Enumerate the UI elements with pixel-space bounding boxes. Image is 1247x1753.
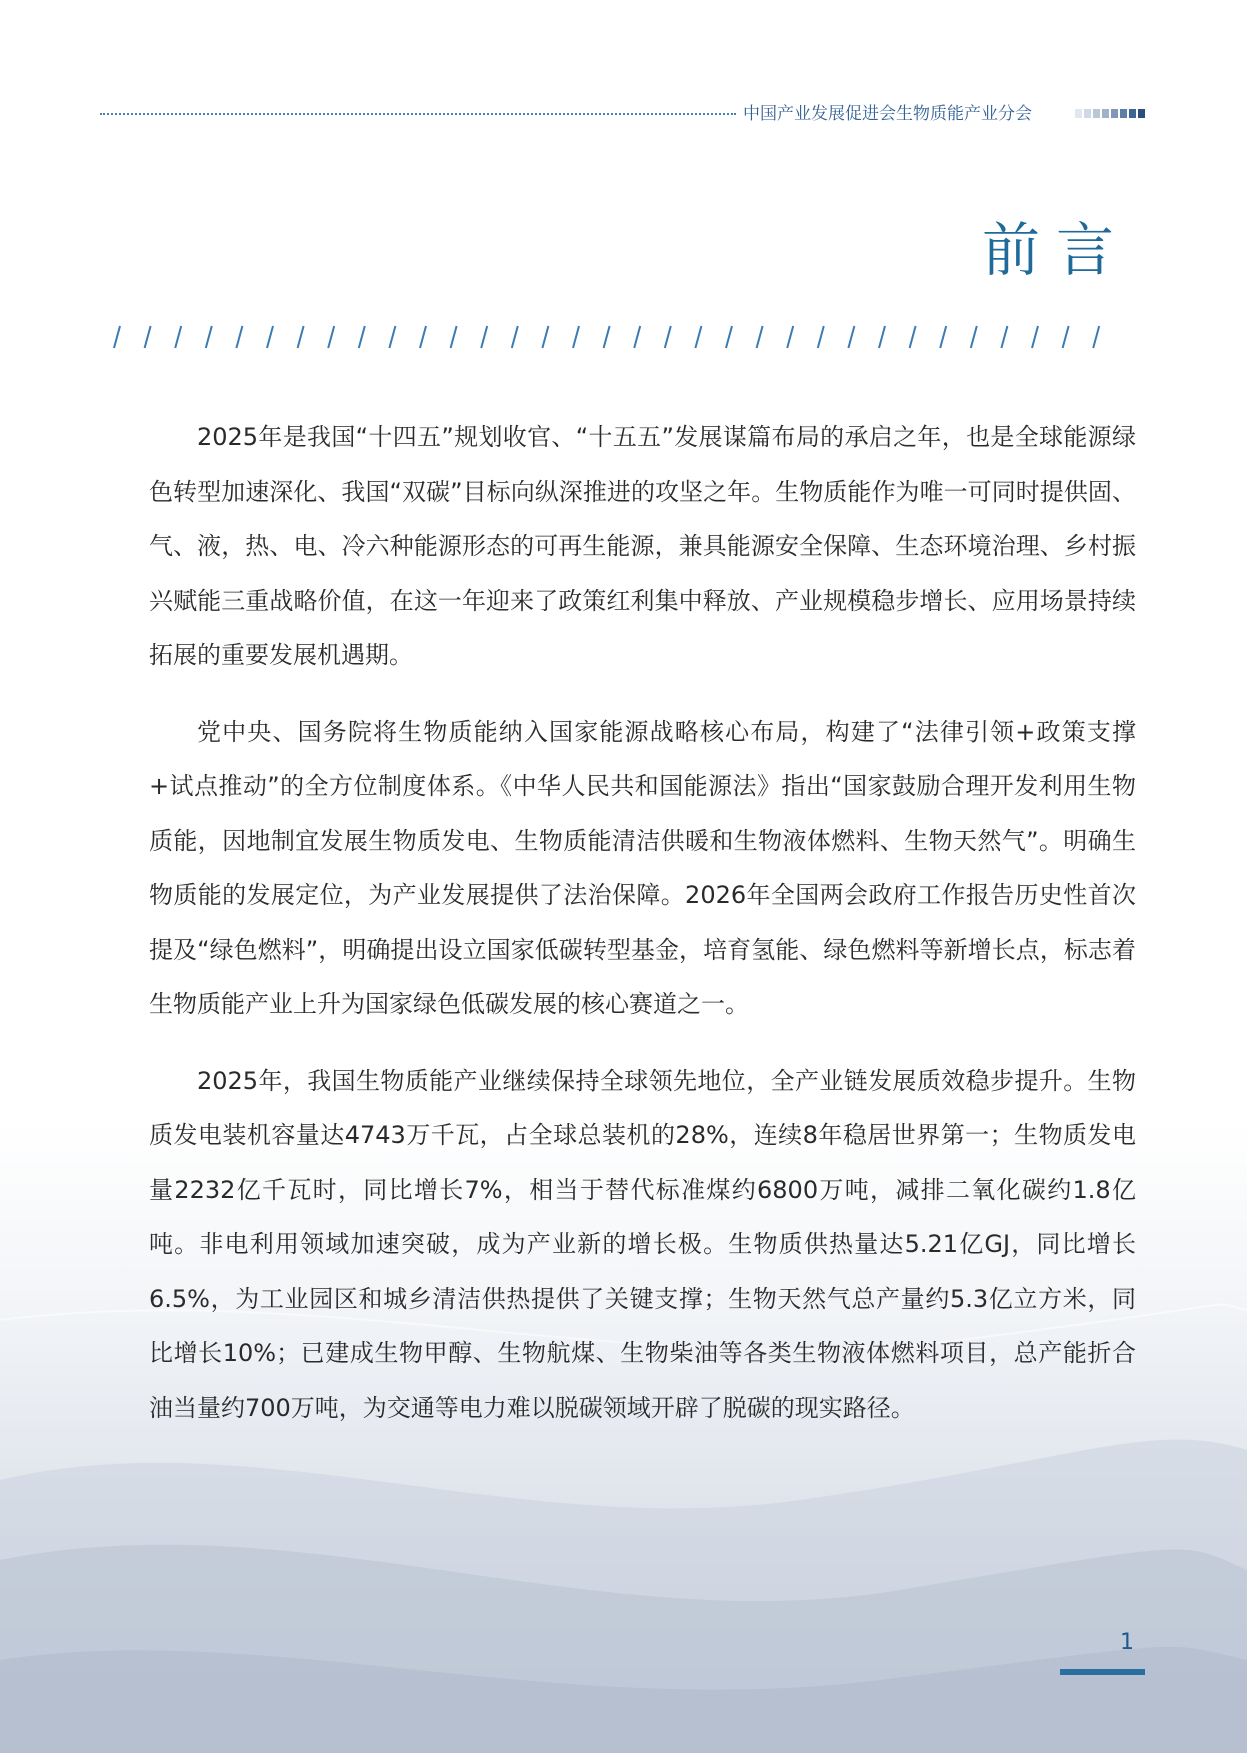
slash-mark — [910, 326, 916, 348]
slash-mark — [848, 326, 854, 348]
ornament-square — [1075, 109, 1082, 118]
slash-mark — [298, 326, 304, 348]
ornament-square — [1084, 109, 1091, 118]
page-number-bar — [1060, 1669, 1145, 1675]
ornament-square — [1129, 109, 1136, 118]
slash-mark — [971, 326, 977, 348]
slash-mark — [359, 326, 365, 348]
header-square-ornament — [1075, 109, 1145, 119]
slash-mark — [114, 326, 120, 348]
paragraph: 2025年，我国生物质能产业继续保持全球领先地位，全产业链发展质效稳步提升。生物质发电装机容量达4743万千瓦，占全球总装机的28%，连续8年稳居世界第一；生物质发电量2232亿千瓦时，同比增长7%，相当于替代标准煤约6800万吨，减排二氧化碳约1.8亿吨。非电利用领域加速突破，成为产业新的增长极。生物质供热量达5.21亿GJ，同比增长6.5%，为工业园区和城乡清洁供热提供了关键支撑；生物天然气总产量约5.3亿立方米，同比增长10%；已建成生物甲醇、生物航煤、生物柴油等各类生物液体燃料项目，总产能折合油当量约700万吨，为交通等电力难以脱碳领域开辟了脱碳的现实路径。 — [149, 1066, 1136, 1422]
page-title: 前言 — [981, 216, 1130, 284]
slash-mark — [451, 326, 457, 348]
slash-mark — [634, 326, 640, 348]
slash-mark — [1063, 326, 1069, 348]
slash-mark — [604, 326, 610, 348]
slash-mark — [757, 326, 763, 348]
slash-mark — [389, 326, 395, 348]
slash-mark — [1001, 326, 1007, 348]
slash-mark — [665, 326, 671, 348]
slash-mark — [481, 326, 487, 348]
slash-mark — [1093, 326, 1099, 348]
slash-mark — [542, 326, 548, 348]
slash-mark — [818, 326, 824, 348]
paragraph: 2025年是我国“十四五”规划收官、“十五五”发展谋篇布局的承启之年，也是全球能源绿色转型加速深化、我国“双碳”目标向纵深推进的攻坚之年。生物质能作为唯一可同时提供固、气、液，热、电、冷六种能源形态的可再生能源，兼具能源安全保障、生态环境治理、乡村振兴赋能三重战略价值，在这一年迎来了政策红利集中释放、产业规模稳步增长、应用场景持续拓展的重要发展机遇期。 — [149, 423, 1136, 669]
slash-mark — [512, 326, 518, 348]
ornament-square — [1120, 109, 1127, 118]
slash-mark — [940, 326, 946, 348]
slash-mark — [145, 326, 151, 348]
ornament-square — [1111, 109, 1118, 118]
ornament-square — [1138, 109, 1145, 118]
main-content — [149, 410, 1136, 1457]
ornament-square — [1093, 109, 1100, 118]
page-header — [100, 102, 1146, 126]
slash-mark — [695, 326, 701, 348]
slash-mark — [1032, 326, 1038, 348]
header-organization: 中国产业发展促进会生物质能产业分会 — [743, 104, 1032, 124]
slash-mark — [236, 326, 242, 348]
slash-mark — [267, 326, 273, 348]
header-dotted-rule — [100, 113, 736, 115]
page-number: 1 — [1120, 1630, 1134, 1655]
slash-mark — [420, 326, 426, 348]
paragraph: 党中央、国务院将生物质能纳入国家能源战略核心布局，构建了“法律引领+政策支撑+试点推动”的全方位制度体系。《中华人民共和国能源法》指出“国家鼓励合理开发利用生物质能，因地制宜发展生物质发电、生物质能清洁供暖和生物液体燃料、生物天然气”。明确生物质能的发展定位，为产业发展提供了法治保障。2026年全国两会政府工作报告历史性首次提及“绿色燃料”，明确提出设立国家低碳转型基金，培育氢能、绿色燃料等新增长点，标志着生物质能产业上升为国家绿色低碳发展的核心赛道之一。 — [149, 717, 1136, 1018]
slash-mark — [206, 326, 212, 348]
ornament-square — [1102, 109, 1109, 118]
slash-mark — [726, 326, 732, 348]
slash-mark — [328, 326, 334, 348]
slash-mark — [879, 326, 885, 348]
slash-mark — [573, 326, 579, 348]
slash-mark — [175, 326, 181, 348]
slash-mark — [787, 326, 793, 348]
slash-divider — [110, 322, 1120, 352]
